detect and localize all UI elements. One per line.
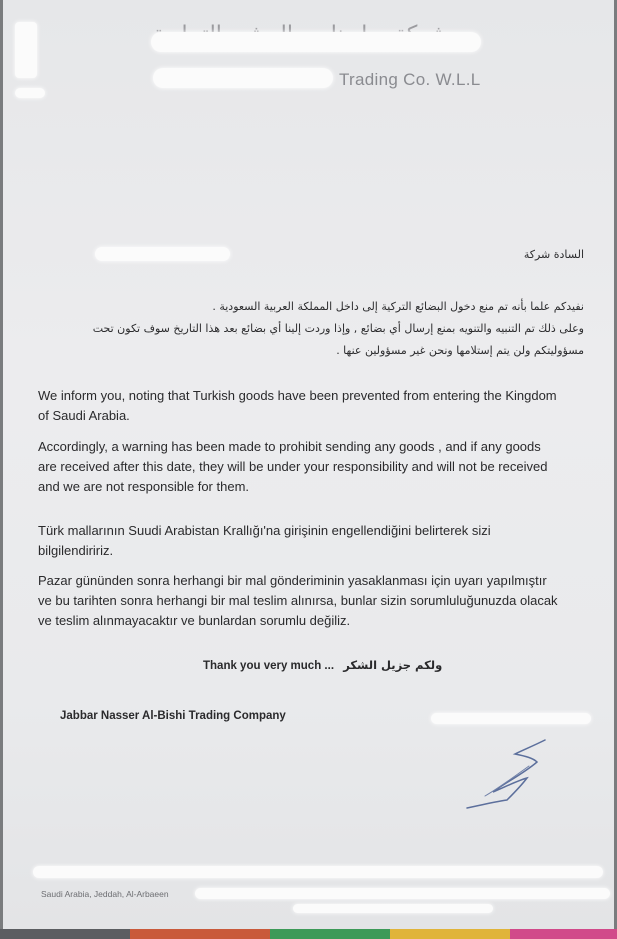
closing-thanks-english: Thank you very much ... (203, 660, 335, 672)
stripe-segment (270, 929, 390, 939)
turkish-paragraph-2: Pazar gününden sonra herhangi bir mal gönderiminin yasaklanması için uyarı yapılmıştır ve bu tarihten sonra herhangi bir mal teslim alınırsa, bunlar sizin sorumluluğunuzda olacak ve teslim alınmayacaktır ve bunlardan sorumlu değiliz. (38, 573, 558, 628)
company-logo (15, 22, 45, 104)
arabic-body-line-1: نفيدكم علما بأنه تم منع دخول البضائع التركية إلى داخل المملكة العربية السعودية . (212, 300, 584, 313)
footer-redaction-top (33, 866, 603, 878)
letter-page (3, 0, 614, 929)
stripe-segment (510, 929, 617, 939)
turkish-paragraph-1: Türk mallarının Suudi Arabistan Krallığı'na girişinin engellendiğini belirterek sizi bilgilendiririz. (38, 523, 491, 558)
stripe-segment (390, 929, 510, 939)
footer-address: Saudi Arabia, Jeddah, Al-Arbaeen (41, 889, 169, 899)
brand-color-stripe (0, 929, 617, 939)
english-paragraph-1: We inform you, noting that Turkish goods have been prevented from entering the Kingdom of Saudi Arabia. (38, 388, 557, 423)
handwritten-signature (463, 736, 563, 812)
addressee-redaction (95, 247, 230, 261)
logo-redaction-bar (15, 88, 45, 98)
english-paragraph-2: Accordingly, a warning has been made to prohibit sending any goods , and if any goods are received after this date, they will be under your responsibility and will not be received and we are not responsible for them. (38, 439, 548, 494)
stripe-segment (130, 929, 270, 939)
stripe-segment (0, 929, 130, 939)
footer-redaction (195, 888, 610, 899)
arabic-body-line-2: وعلى ذلك تم التنبيه والتنويه بمنع إرسال أي بضائع , وإذا وردت إلينا أي بضائع بعد هذا التاريخ سوف تكون تحت (92, 322, 584, 335)
letterhead-english-redaction (153, 68, 333, 88)
signer-company: Jabbar Nasser Al-Bishi Trading Company (60, 710, 286, 722)
arabic-body-line-3: مسؤوليتكم ولن يتم إستلامها ونحن غير مسؤولين عنها . (336, 344, 584, 357)
footer-redaction-bottom (293, 904, 493, 913)
signer-arabic-redaction (431, 713, 591, 724)
logo-redaction (15, 22, 37, 78)
closing-thanks-arabic: ولكم جزيل الشكر (343, 658, 443, 672)
salutation-arabic: السادة شركة (523, 248, 584, 261)
letterhead-company-english: Trading Co. W.L.L (339, 70, 481, 89)
closing-line (203, 658, 442, 672)
letterhead-arabic-redaction (151, 32, 481, 52)
